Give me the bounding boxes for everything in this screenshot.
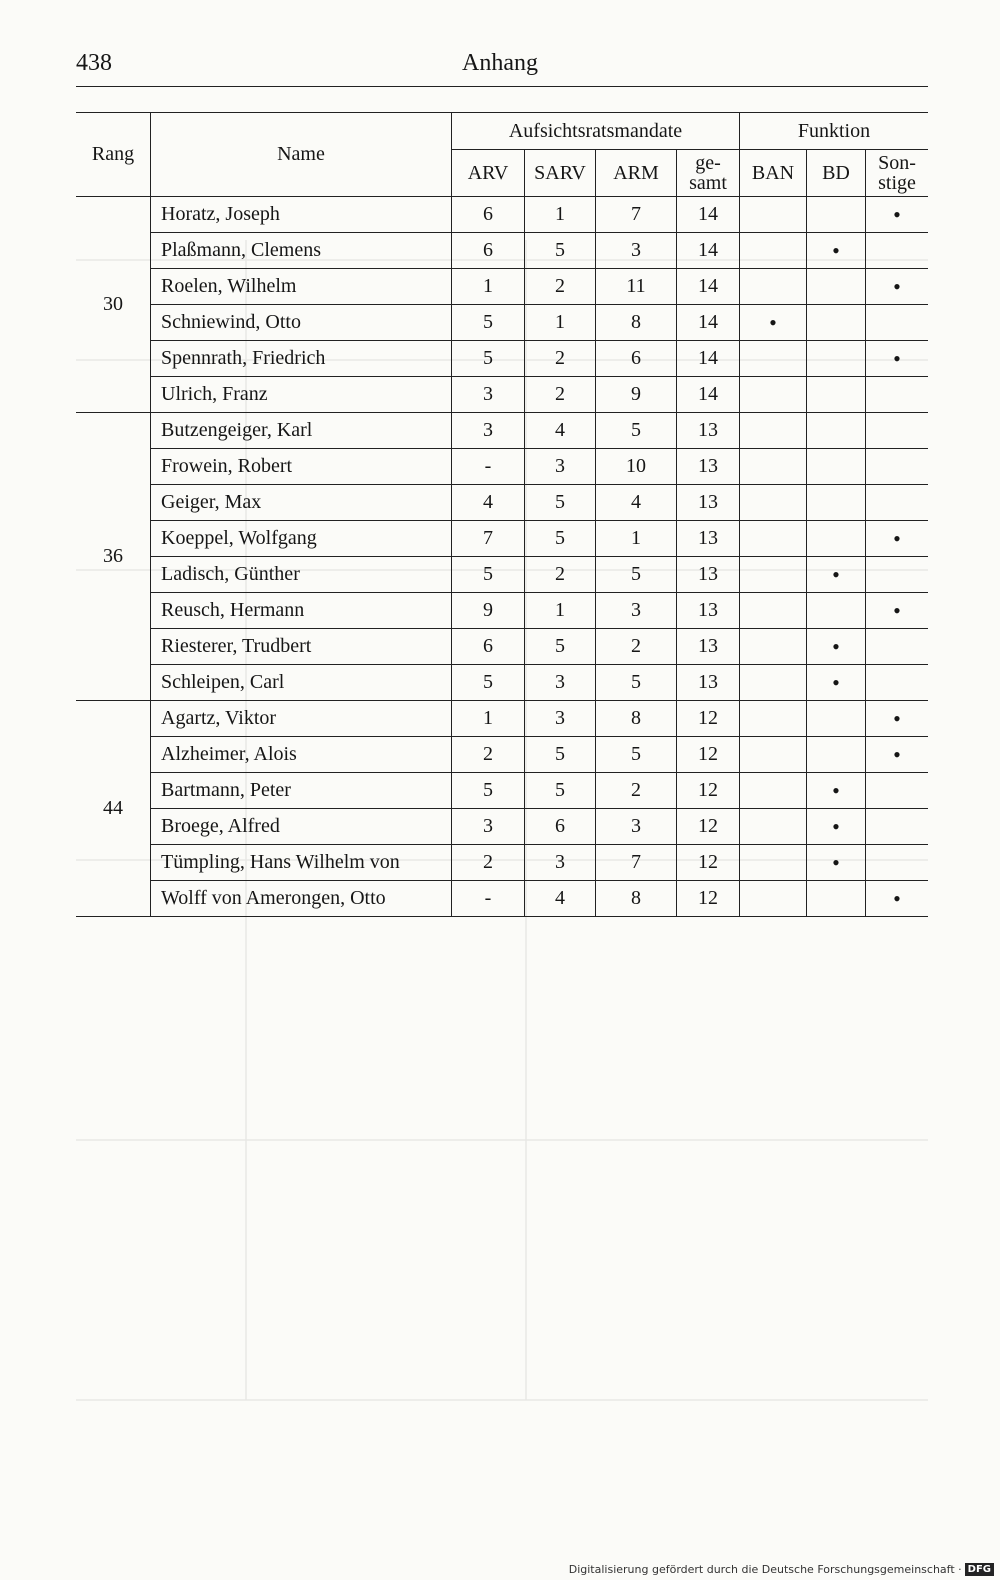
arm-cell: 9	[596, 377, 677, 413]
gesamt-cell: 13	[677, 485, 740, 521]
table-row	[76, 449, 928, 485]
table-row	[76, 557, 928, 593]
col-header-sarv: SARV	[525, 150, 596, 197]
sarv-cell: 1	[525, 197, 596, 233]
credit-text: Digitalisierung gefördert durch die Deutsche Forschungsgemeinschaft ·	[568, 1562, 962, 1576]
sarv-cell: 5	[525, 629, 596, 665]
sonstige-cell	[866, 701, 929, 737]
arm-cell: 5	[596, 557, 677, 593]
table-row	[76, 485, 928, 521]
bd-cell	[807, 809, 866, 845]
name-cell: Geiger, Max	[151, 485, 452, 521]
sonstige-cell	[866, 521, 929, 557]
sarv-cell: 1	[525, 305, 596, 341]
name-cell: Broege, Alfred	[151, 809, 452, 845]
sarv-cell: 2	[525, 269, 596, 305]
sonstige-cell	[866, 845, 929, 881]
sonstige-cell	[866, 809, 929, 845]
table-row	[76, 809, 928, 845]
name-cell: Plaßmann, Clemens	[151, 233, 452, 269]
arm-cell: 7	[596, 845, 677, 881]
sarv-cell: 5	[525, 773, 596, 809]
col-header-bd: BD	[807, 150, 866, 197]
name-cell: Schleipen, Carl	[151, 665, 452, 701]
gesamt-cell: 12	[677, 845, 740, 881]
name-cell: Alzheimer, Alois	[151, 737, 452, 773]
gesamt-cell: 13	[677, 593, 740, 629]
rank-cell: 36	[76, 413, 151, 701]
table-row	[76, 845, 928, 881]
name-cell: Tümpling, Hans Wilhelm von	[151, 845, 452, 881]
ban-cell	[740, 233, 807, 269]
bd-cell	[807, 665, 866, 701]
sarv-cell: 5	[525, 737, 596, 773]
bullet-mark: •	[893, 741, 901, 767]
dfg-logo: DFG	[965, 1563, 994, 1576]
bullet-mark: •	[893, 345, 901, 371]
gesamt-cell: 13	[677, 521, 740, 557]
ban-cell	[740, 701, 807, 737]
name-cell: Agartz, Viktor	[151, 701, 452, 737]
ban-cell	[740, 593, 807, 629]
col-header-sonstige-line1: Son-	[878, 152, 916, 174]
name-cell: Horatz, Joseph	[151, 197, 452, 233]
col-header-gesamt-line2: samt	[689, 172, 727, 194]
sarv-cell: 5	[525, 521, 596, 557]
ban-cell	[740, 629, 807, 665]
bd-cell	[807, 233, 866, 269]
bullet-mark: •	[893, 201, 901, 227]
bullet-mark: •	[769, 309, 777, 335]
arm-cell: 3	[596, 809, 677, 845]
table-row	[76, 701, 928, 737]
sonstige-cell	[866, 413, 929, 449]
arm-cell: 2	[596, 773, 677, 809]
arm-cell: 5	[596, 737, 677, 773]
col-header-rang: Rang	[76, 113, 151, 197]
sarv-cell: 2	[525, 341, 596, 377]
bd-cell	[807, 305, 866, 341]
sarv-cell: 5	[525, 485, 596, 521]
table-row	[76, 881, 928, 917]
name-cell: Riesterer, Trudbert	[151, 629, 452, 665]
name-cell: Butzengeiger, Karl	[151, 413, 452, 449]
table-row	[76, 773, 928, 809]
sonstige-cell	[866, 773, 929, 809]
arv-cell: 2	[452, 845, 525, 881]
arm-cell: 6	[596, 341, 677, 377]
arm-cell: 3	[596, 233, 677, 269]
bullet-mark: •	[893, 597, 901, 623]
ban-cell	[740, 413, 807, 449]
arv-cell: 6	[452, 197, 525, 233]
rank-cell: 44	[76, 701, 151, 917]
bullet-mark: •	[832, 237, 840, 263]
table-row	[76, 413, 928, 449]
sonstige-cell	[866, 197, 929, 233]
gesamt-cell: 13	[677, 413, 740, 449]
arm-cell: 10	[596, 449, 677, 485]
table-row	[76, 593, 928, 629]
arv-cell: 5	[452, 341, 525, 377]
sarv-cell: 2	[525, 557, 596, 593]
ban-cell	[740, 737, 807, 773]
col-header-ban: BAN	[740, 150, 807, 197]
arv-cell: 3	[452, 809, 525, 845]
gesamt-cell: 13	[677, 629, 740, 665]
col-header-gesamt	[677, 150, 740, 197]
arv-cell: 4	[452, 485, 525, 521]
ban-cell	[740, 881, 807, 917]
bd-cell	[807, 449, 866, 485]
sonstige-cell	[866, 629, 929, 665]
bd-cell	[807, 629, 866, 665]
rank-cell: 30	[76, 197, 151, 413]
bullet-mark: •	[832, 669, 840, 695]
table-row	[76, 629, 928, 665]
table-row	[76, 665, 928, 701]
ban-cell	[740, 809, 807, 845]
gesamt-cell: 13	[677, 557, 740, 593]
sonstige-cell	[866, 557, 929, 593]
bullet-mark: •	[832, 633, 840, 659]
sarv-cell: 4	[525, 413, 596, 449]
name-cell: Ulrich, Franz	[151, 377, 452, 413]
arm-cell: 5	[596, 413, 677, 449]
page-header	[0, 0, 1000, 100]
name-cell: Koeppel, Wolfgang	[151, 521, 452, 557]
col-header-gesamt-line1: ge-	[695, 152, 721, 174]
bd-cell	[807, 845, 866, 881]
sonstige-cell	[866, 449, 929, 485]
arm-cell: 3	[596, 593, 677, 629]
name-cell: Ladisch, Günther	[151, 557, 452, 593]
gesamt-cell: 12	[677, 881, 740, 917]
bd-cell	[807, 737, 866, 773]
ban-cell	[740, 773, 807, 809]
arm-cell: 5	[596, 665, 677, 701]
arm-cell: 8	[596, 305, 677, 341]
bullet-mark: •	[832, 849, 840, 875]
digitization-credit	[569, 1563, 994, 1577]
group-header-funktion: Funktion	[740, 113, 929, 150]
sonstige-cell	[866, 665, 929, 701]
bd-cell	[807, 557, 866, 593]
ban-cell	[740, 557, 807, 593]
bd-cell	[807, 701, 866, 737]
ban-cell	[740, 197, 807, 233]
bullet-mark: •	[893, 705, 901, 731]
table-row	[76, 233, 928, 269]
gesamt-cell: 14	[677, 269, 740, 305]
gesamt-cell: 14	[677, 305, 740, 341]
arm-cell: 11	[596, 269, 677, 305]
arm-cell: 8	[596, 881, 677, 917]
gesamt-cell: 14	[677, 233, 740, 269]
bd-cell	[807, 341, 866, 377]
name-cell: Roelen, Wilhelm	[151, 269, 452, 305]
table-row	[76, 197, 928, 233]
sonstige-cell	[866, 269, 929, 305]
table-row	[76, 521, 928, 557]
bullet-mark: •	[832, 813, 840, 839]
bd-cell	[807, 593, 866, 629]
sarv-cell: 3	[525, 845, 596, 881]
sarv-cell: 1	[525, 593, 596, 629]
sonstige-cell	[866, 485, 929, 521]
ban-cell	[740, 485, 807, 521]
arv-cell: 6	[452, 629, 525, 665]
arv-cell: 6	[452, 233, 525, 269]
table-row	[76, 737, 928, 773]
arv-cell: 9	[452, 593, 525, 629]
table-row	[76, 269, 928, 305]
table-row	[76, 377, 928, 413]
arv-cell: 3	[452, 413, 525, 449]
gesamt-cell: 12	[677, 701, 740, 737]
sarv-cell: 6	[525, 809, 596, 845]
gesamt-cell: 14	[677, 197, 740, 233]
gesamt-cell: 12	[677, 773, 740, 809]
bd-cell	[807, 413, 866, 449]
arv-cell: 1	[452, 269, 525, 305]
sarv-cell: 3	[525, 701, 596, 737]
col-header-sonstige-line2: stige	[878, 172, 916, 194]
arv-cell: 5	[452, 305, 525, 341]
ban-cell	[740, 377, 807, 413]
arv-cell: -	[452, 881, 525, 917]
table-row	[76, 305, 928, 341]
arm-cell: 8	[596, 701, 677, 737]
table-row	[76, 341, 928, 377]
arv-cell: -	[452, 449, 525, 485]
sonstige-cell	[866, 881, 929, 917]
bd-cell	[807, 197, 866, 233]
arm-cell: 1	[596, 521, 677, 557]
col-header-sonstige	[866, 150, 929, 197]
name-cell: Spennrath, Friedrich	[151, 341, 452, 377]
name-cell: Schniewind, Otto	[151, 305, 452, 341]
arv-cell: 3	[452, 377, 525, 413]
sarv-cell: 2	[525, 377, 596, 413]
bd-cell	[807, 377, 866, 413]
page-number: 438	[76, 50, 112, 76]
header-rule	[76, 86, 928, 87]
ban-cell	[740, 665, 807, 701]
header-row-groups	[76, 113, 928, 150]
sonstige-cell	[866, 593, 929, 629]
gesamt-cell: 14	[677, 377, 740, 413]
bullet-mark: •	[832, 561, 840, 587]
bd-cell	[807, 521, 866, 557]
gesamt-cell: 13	[677, 665, 740, 701]
sonstige-cell	[866, 737, 929, 773]
ban-cell	[740, 449, 807, 485]
gesamt-cell: 13	[677, 449, 740, 485]
name-cell: Bartmann, Peter	[151, 773, 452, 809]
ban-cell	[740, 845, 807, 881]
name-cell: Reusch, Hermann	[151, 593, 452, 629]
arv-cell: 1	[452, 701, 525, 737]
arm-cell: 2	[596, 629, 677, 665]
bullet-mark: •	[832, 777, 840, 803]
arv-cell: 5	[452, 773, 525, 809]
gesamt-cell: 12	[677, 737, 740, 773]
name-cell: Frowein, Robert	[151, 449, 452, 485]
sonstige-cell	[866, 377, 929, 413]
bullet-mark: •	[893, 273, 901, 299]
arv-cell: 5	[452, 665, 525, 701]
arv-cell: 2	[452, 737, 525, 773]
arv-cell: 5	[452, 557, 525, 593]
sonstige-cell	[866, 305, 929, 341]
sarv-cell: 4	[525, 881, 596, 917]
bd-cell	[807, 269, 866, 305]
col-header-arm: ARM	[596, 150, 677, 197]
ban-cell	[740, 341, 807, 377]
sarv-cell: 3	[525, 665, 596, 701]
sarv-cell: 5	[525, 233, 596, 269]
bd-cell	[807, 485, 866, 521]
group-header-aufsichtsratsmandate: Aufsichtsratsmandate	[452, 113, 740, 150]
supervisory-board-mandates-table	[76, 112, 928, 917]
bd-cell	[807, 773, 866, 809]
arm-cell: 4	[596, 485, 677, 521]
sarv-cell: 3	[525, 449, 596, 485]
ban-cell	[740, 521, 807, 557]
arv-cell: 7	[452, 521, 525, 557]
col-header-name: Name	[151, 113, 452, 197]
bullet-mark: •	[893, 885, 901, 911]
running-title: Anhang	[462, 50, 538, 76]
name-cell: Wolff von Amerongen, Otto	[151, 881, 452, 917]
table-body	[76, 197, 928, 917]
ban-cell	[740, 269, 807, 305]
gesamt-cell: 14	[677, 341, 740, 377]
gesamt-cell: 12	[677, 809, 740, 845]
col-header-arv: ARV	[452, 150, 525, 197]
bd-cell	[807, 881, 866, 917]
sonstige-cell	[866, 233, 929, 269]
ban-cell	[740, 305, 807, 341]
sonstige-cell	[866, 341, 929, 377]
arm-cell: 7	[596, 197, 677, 233]
bullet-mark: •	[893, 525, 901, 551]
